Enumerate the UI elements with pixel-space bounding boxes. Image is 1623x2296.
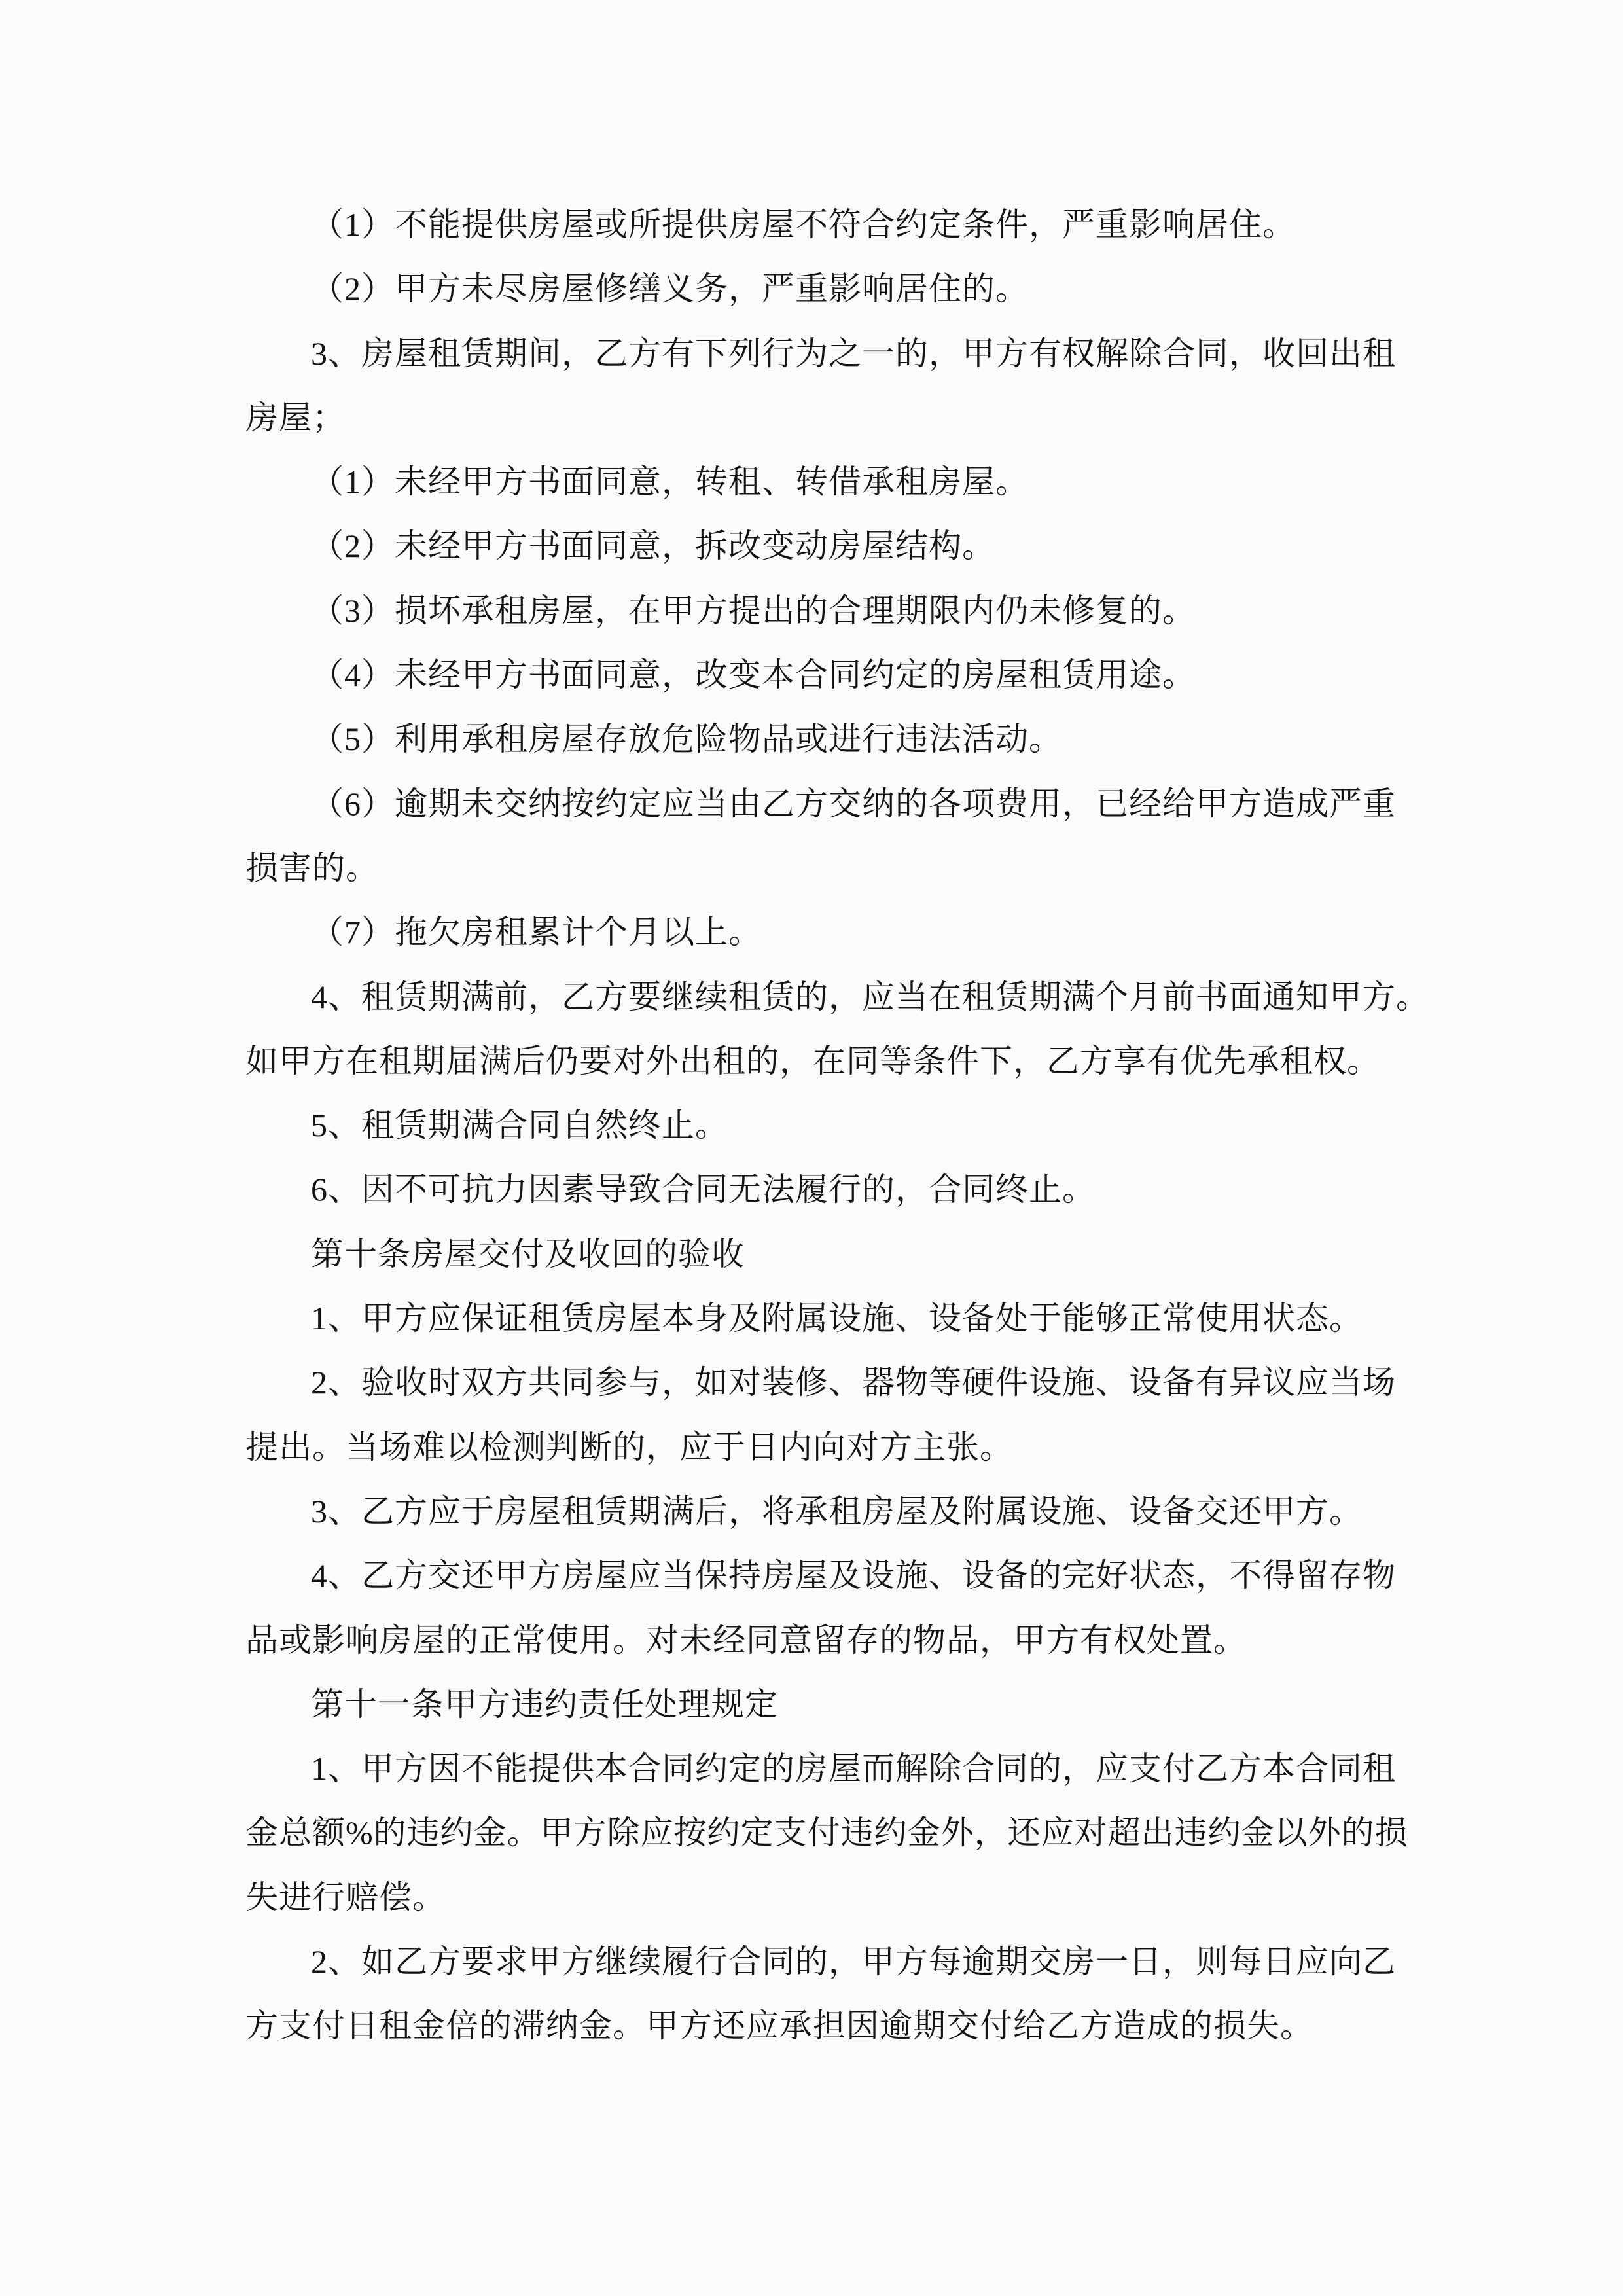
text-line: 损害的。 [245, 849, 379, 886]
contract-text [245, 192, 1429, 2058]
text-line: 3、房屋租赁期间，乙方有下列行为之一的，甲方有权解除合同，收回出租 [311, 334, 1396, 372]
text-line: 6、因不可抗力因素导致合同无法履行的，合同终止。 [311, 1171, 1096, 1208]
text-line: 第十一条甲方违约责任处理规定 [311, 1685, 778, 1723]
text-line: （2）甲方未尽房屋修缮义务，严重影响居住的。 [311, 270, 1029, 308]
text-line: 房屋； [245, 399, 346, 436]
text-line: 1、甲方应保证租赁房屋本身及附属设施、设备处于能够正常使用状态。 [311, 1300, 1363, 1337]
text-line: 2、如乙方要求甲方继续履行合同的，甲方每逾期交房一日，则每日应向乙 [311, 1943, 1396, 1981]
text-line: （7）拖欠房租累计个月以上。 [311, 914, 762, 951]
text-line: （1）未经甲方书面同意，转租、转借承租房屋。 [311, 463, 1029, 501]
text-line: 如甲方在租期届满后仍要对外出租的，在同等条件下，乙方享有优先承租权。 [245, 1042, 1380, 1079]
text-line: 品或影响房屋的正常使用。对未经同意留存的物品，甲方有权处置。 [245, 1621, 1247, 1659]
text-line: 第十条房屋交付及收回的验收 [311, 1235, 745, 1272]
text-line: 失进行赔偿。 [245, 1878, 446, 1916]
text-line: 金总额%的违约金。甲方除应按约定支付违约金外，还应对超出违约金以外的损 [245, 1814, 1408, 1852]
text-line: 1、甲方因不能提供本合同约定的房屋而解除合同的，应支付乙方本合同租 [311, 1750, 1396, 1787]
text-line: （3）损坏承租房屋，在甲方提出的合理期限内仍未修复的。 [311, 592, 1196, 629]
text-line: 4、租赁期满前，乙方要继续租赁的，应当在租赁期满个月前书面通知甲方。 [311, 978, 1429, 1015]
text-line: （4）未经甲方书面同意，改变本合同约定的房屋租赁用途。 [311, 656, 1196, 694]
text-line: 3、乙方应于房屋租赁期满后，将承租房屋及附属设施、设备交还甲方。 [311, 1492, 1363, 1530]
text-line: 2、验收时双方共同参与，如对装修、器物等硬件设施、设备有异议应当场 [311, 1364, 1396, 1401]
text-line: （6）逾期未交纳按约定应当由乙方交纳的各项费用，已经给甲方造成严重 [311, 785, 1396, 822]
text-line: 4、乙方交还甲方房屋应当保持房屋及设施、设备的完好状态，不得留存物 [311, 1557, 1396, 1594]
text-line: 方支付日租金倍的滞纳金。甲方还应承担因逾期交付给乙方造成的损失。 [245, 2007, 1313, 2045]
text-line: （1）不能提供房屋或所提供房屋不符合约定条件，严重影响居住。 [311, 206, 1296, 243]
text-line: 提出。当场难以检测判断的，应于日内向对方主张。 [245, 1428, 1013, 1465]
text-line: 5、租赁期满合同自然终止。 [311, 1107, 728, 1144]
text-line: （5）利用承租房屋存放危险物品或进行违法活动。 [311, 721, 1062, 758]
text-line: （2）未经甲方书面同意，拆改变动房屋结构。 [311, 528, 995, 565]
